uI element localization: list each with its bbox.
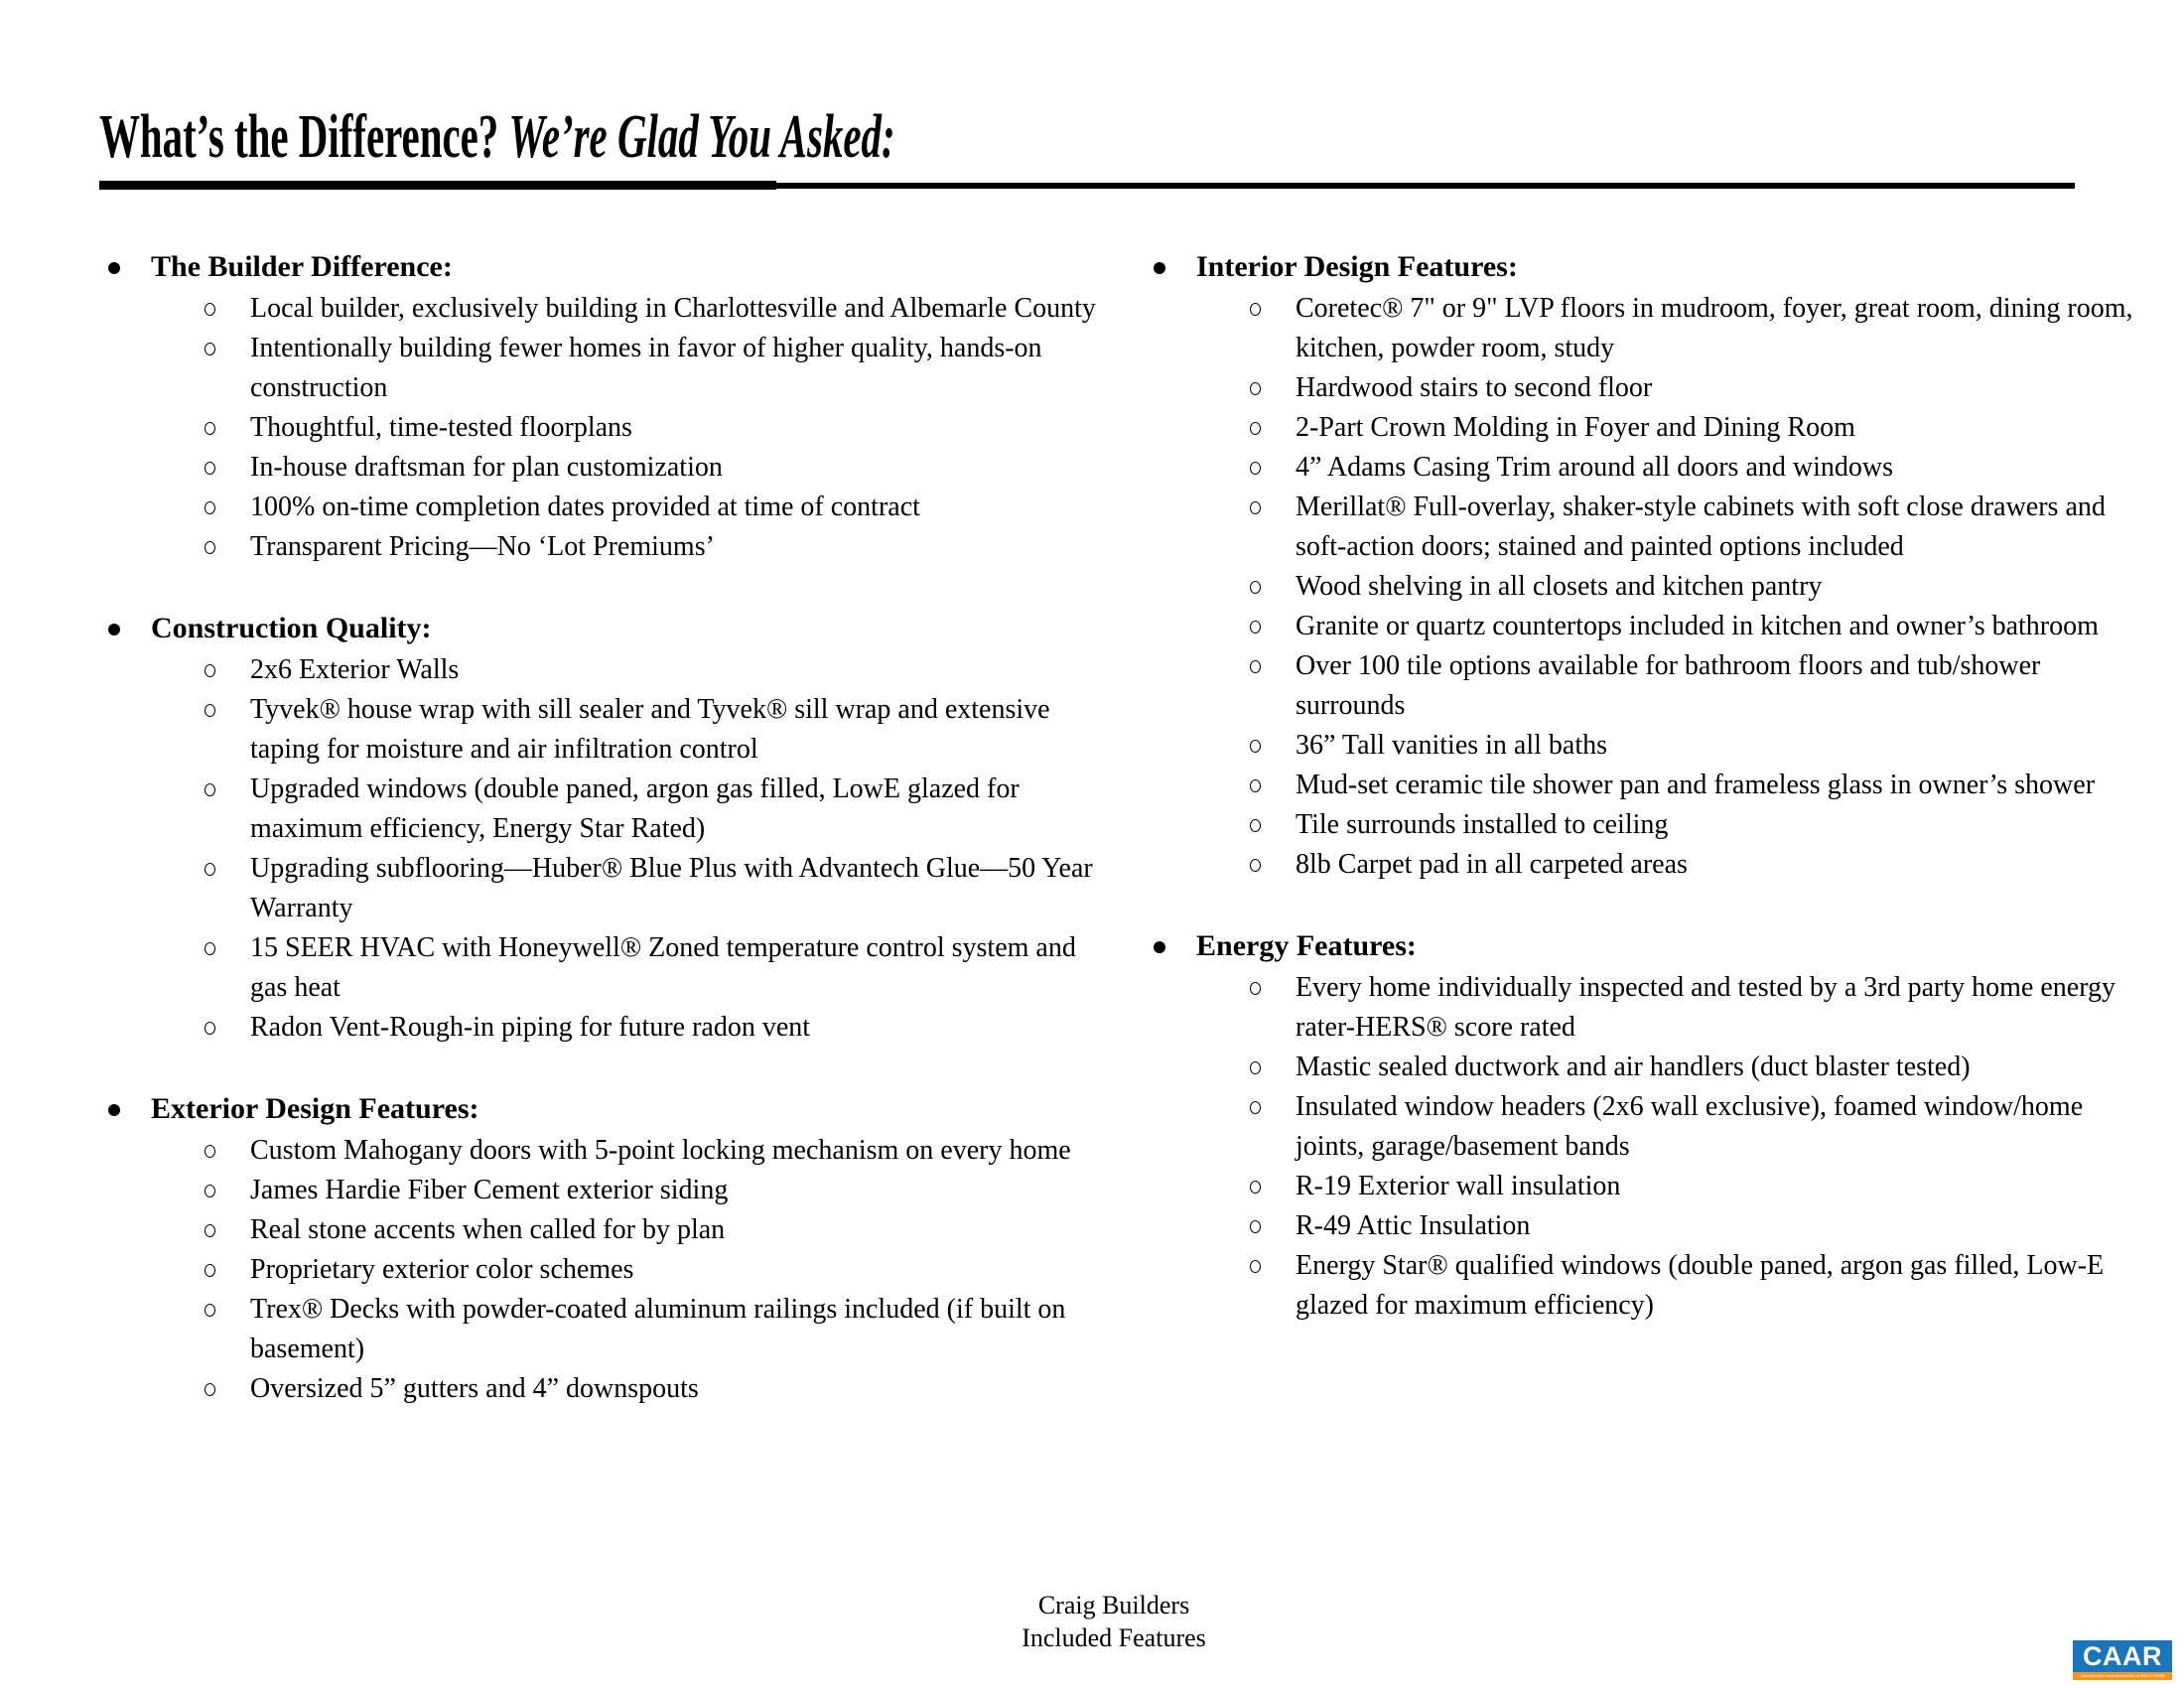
document-footer — [22, 1589, 2184, 1654]
list-item-text: Merillat® Full-overlay, shaker-style cabinets with soft close drawers and soft-action doors; stained and painted options included — [1296, 492, 2106, 562]
list-item — [99, 448, 1102, 488]
caar-logo-orange-bar — [2073, 1672, 2172, 1680]
section-heading-label: Exterior Design Features: — [151, 1092, 479, 1125]
open-circle-icon — [205, 1264, 215, 1277]
list-item — [1145, 1087, 2149, 1167]
list-item-text: 100% on-time completion dates provided at time of contract — [250, 492, 920, 522]
list-item-text: Tile surrounds installed to ceiling — [1296, 809, 1669, 840]
open-circle-icon — [205, 863, 215, 876]
list-item — [1145, 845, 2149, 885]
section-interior-design — [1145, 245, 2149, 885]
open-circle-icon — [1250, 621, 1261, 633]
section-heading-label: Construction Quality: — [151, 612, 432, 644]
list-item-text: Insulated window headers (2x6 wall exclusive), foamed window/home joints, garage/basement bands — [1296, 1091, 2084, 1162]
open-circle-icon — [1250, 1220, 1261, 1233]
list-item — [1145, 805, 2149, 845]
open-circle-icon — [205, 1304, 215, 1317]
list-item-text: In-house draftsman for plan customization — [250, 452, 723, 483]
list-item — [99, 488, 1102, 527]
section-item-list — [1145, 968, 2149, 1326]
list-item — [99, 527, 1102, 567]
open-circle-icon — [205, 1224, 215, 1237]
open-circle-icon — [205, 783, 215, 796]
list-item — [1145, 646, 2149, 726]
open-circle-icon — [205, 422, 215, 435]
list-item — [99, 1290, 1102, 1369]
section-heading-label: Interior Design Features: — [1196, 250, 1518, 283]
section-item-list — [99, 289, 1102, 567]
open-circle-icon — [1250, 422, 1261, 435]
list-item-text: Upgraded windows (double paned, argon gas filled, LowE glazed for maximum efficiency, Energy Star Rated) — [250, 774, 1020, 844]
list-item-text: Coretec® 7" or 9" LVP floors in mudroom, foyer, great room, dining room, kitchen, powder room, study — [1296, 293, 2133, 363]
list-item-text: Mastic sealed ductwork and air handlers (duct blaster tested) — [1296, 1052, 1971, 1082]
section-heading — [99, 607, 1102, 650]
section-construction-quality — [99, 607, 1102, 1048]
list-item — [99, 1131, 1102, 1171]
list-item — [1145, 1206, 2149, 1246]
list-item-text: Over 100 tile options available for bathroom floors and tub/shower surrounds — [1296, 650, 2041, 721]
list-item — [99, 1171, 1102, 1210]
open-circle-icon — [1250, 501, 1261, 514]
list-item-text: Local builder, exclusively building in Charlottesville and Albemarle County — [250, 293, 1096, 324]
list-item-text: 15 SEER HVAC with Honeywell® Zoned temperature control system and gas heat — [250, 932, 1076, 1003]
section-item-list — [1145, 289, 2149, 885]
list-item — [99, 770, 1102, 849]
list-item-text: R-49 Attic Insulation — [1296, 1210, 1531, 1241]
right-column — [1145, 245, 2149, 1326]
open-circle-icon — [1250, 303, 1261, 316]
section-builder-difference — [99, 245, 1102, 567]
filled-dot-icon — [108, 1104, 120, 1116]
open-circle-icon — [1250, 740, 1261, 753]
list-item — [99, 1250, 1102, 1290]
list-item-text: Custom Mahogany doors with 5-point locking mechanism on every home — [250, 1135, 1071, 1166]
footer-company-name: Craig Builders — [1037, 1591, 1190, 1619]
list-item — [99, 849, 1102, 928]
open-circle-icon — [1250, 819, 1261, 832]
list-item — [99, 1008, 1102, 1048]
list-item — [1145, 1167, 2149, 1206]
list-item-text: 8lb Carpet pad in all carpeted areas — [1296, 849, 1688, 880]
open-circle-icon — [1250, 859, 1261, 872]
list-item — [1145, 408, 2149, 448]
list-item — [99, 928, 1102, 1008]
open-circle-icon — [205, 942, 215, 955]
list-item-text: Real stone accents when called for by plan — [250, 1214, 726, 1245]
list-item — [1145, 1246, 2149, 1326]
section-item-list — [99, 650, 1102, 1048]
list-item-text: James Hardie Fiber Cement exterior siding — [250, 1175, 729, 1205]
list-item-text: Transparent Pricing—No ‘Lot Premiums’ — [250, 531, 715, 562]
open-circle-icon — [205, 501, 215, 514]
list-item-text: 2x6 Exterior Walls — [250, 654, 460, 685]
open-circle-icon — [1250, 1181, 1261, 1194]
title-underline-left — [99, 181, 776, 190]
list-item — [1145, 1048, 2149, 1087]
open-circle-icon — [1250, 382, 1261, 395]
list-item-text: Intentionally building fewer homes in favor of higher quality, hands-on construction — [250, 333, 1042, 403]
section-heading — [99, 245, 1102, 289]
open-circle-icon — [1250, 462, 1261, 475]
open-circle-icon — [205, 541, 215, 554]
caar-logo-tagline: Charlottesville Area Association of REALTORS® — [2080, 1673, 2165, 1678]
list-item — [1145, 607, 2149, 646]
list-item-text: Tyvek® house wrap with sill sealer and Tyvek® sill wrap and extensive taping for moisture and air infiltration control — [250, 694, 1050, 765]
open-circle-icon — [205, 1185, 215, 1197]
list-item-text: Energy Star® qualified windows (double paned, argon gas filled, Low-E glazed for maximum efficiency) — [1296, 1250, 2105, 1321]
page-title — [99, 103, 895, 171]
open-circle-icon — [1250, 982, 1261, 995]
filled-dot-icon — [108, 624, 120, 635]
section-heading-label: Energy Features: — [1196, 929, 1417, 962]
list-item — [1145, 567, 2149, 607]
open-circle-icon — [205, 1145, 215, 1158]
caar-logo-blue-field — [2073, 1640, 2172, 1672]
list-item — [99, 1210, 1102, 1250]
list-item — [99, 408, 1102, 448]
list-item — [99, 329, 1102, 408]
list-item-text: R-19 Exterior wall insulation — [1296, 1171, 1621, 1201]
open-circle-icon — [1250, 581, 1261, 594]
section-heading — [99, 1087, 1102, 1131]
open-circle-icon — [1250, 779, 1261, 792]
list-item-text: Proprietary exterior color schemes — [250, 1254, 634, 1285]
list-item — [1145, 448, 2149, 488]
list-item — [1145, 368, 2149, 408]
list-item-text: Thoughtful, time-tested floorplans — [250, 412, 632, 443]
list-item-text: Oversized 5” gutters and 4” downspouts — [250, 1373, 699, 1404]
open-circle-icon — [205, 1022, 215, 1035]
filled-dot-icon — [1154, 941, 1165, 953]
list-item-text: 4” Adams Casing Trim around all doors and windows — [1296, 452, 1893, 483]
list-item-text: Radon Vent-Rough-in piping for future radon vent — [250, 1012, 811, 1043]
list-item-text: Hardwood stairs to second floor — [1296, 372, 1653, 403]
open-circle-icon — [1250, 1260, 1261, 1273]
list-item-text: Every home individually inspected and tested by a 3rd party home energy rater-HERS® score rated — [1296, 972, 2116, 1043]
list-item — [99, 289, 1102, 329]
list-item-text: Mud-set ceramic tile shower pan and frameless glass in owner’s shower — [1296, 770, 2096, 800]
open-circle-icon — [205, 1383, 215, 1396]
left-column — [99, 245, 1102, 1409]
section-exterior-design — [99, 1087, 1102, 1409]
open-circle-icon — [205, 303, 215, 316]
section-energy-features — [1145, 924, 2149, 1326]
title-underline-right — [776, 183, 2075, 189]
list-item-text: Granite or quartz countertops included in kitchen and owner’s bathroom — [1296, 611, 2099, 641]
open-circle-icon — [205, 704, 215, 717]
list-item-text: 36” Tall vanities in all baths — [1296, 730, 1608, 761]
open-circle-icon — [205, 343, 215, 355]
open-circle-icon — [205, 462, 215, 475]
section-heading-label: The Builder Difference: — [151, 250, 453, 283]
list-item-text: Wood shelving in all closets and kitchen pantry — [1296, 571, 1823, 602]
section-heading — [1145, 245, 2149, 289]
list-item — [1145, 968, 2149, 1048]
page-title-italic: We’re Glad You Asked: — [508, 102, 895, 171]
list-item — [1145, 726, 2149, 766]
list-item — [1145, 289, 2149, 368]
open-circle-icon — [1250, 1061, 1261, 1074]
list-item-text: Trex® Decks with powder-coated aluminum railings included (if built on basement) — [250, 1294, 1066, 1364]
open-circle-icon — [1250, 660, 1261, 673]
section-item-list — [99, 1131, 1102, 1409]
open-circle-icon — [1250, 1101, 1261, 1114]
list-item — [1145, 766, 2149, 805]
list-item — [99, 690, 1102, 770]
filled-dot-icon — [108, 262, 120, 274]
list-item — [99, 650, 1102, 690]
list-item — [1145, 488, 2149, 567]
section-heading — [1145, 924, 2149, 968]
footer-document-name: Included Features — [1022, 1623, 1206, 1652]
page-title-regular: What’s the Difference? — [99, 102, 509, 171]
caar-logo — [2073, 1640, 2172, 1680]
list-item-text: 2-Part Crown Molding in Foyer and Dining Room — [1296, 412, 1855, 443]
open-circle-icon — [205, 664, 215, 677]
list-item — [99, 1369, 1102, 1409]
list-item-text: Upgrading subflooring—Huber® Blue Plus with Advantech Glue—50 Year Warranty — [250, 853, 1093, 923]
filled-dot-icon — [1154, 262, 1165, 274]
caar-logo-text: CAAR — [2083, 1640, 2162, 1671]
